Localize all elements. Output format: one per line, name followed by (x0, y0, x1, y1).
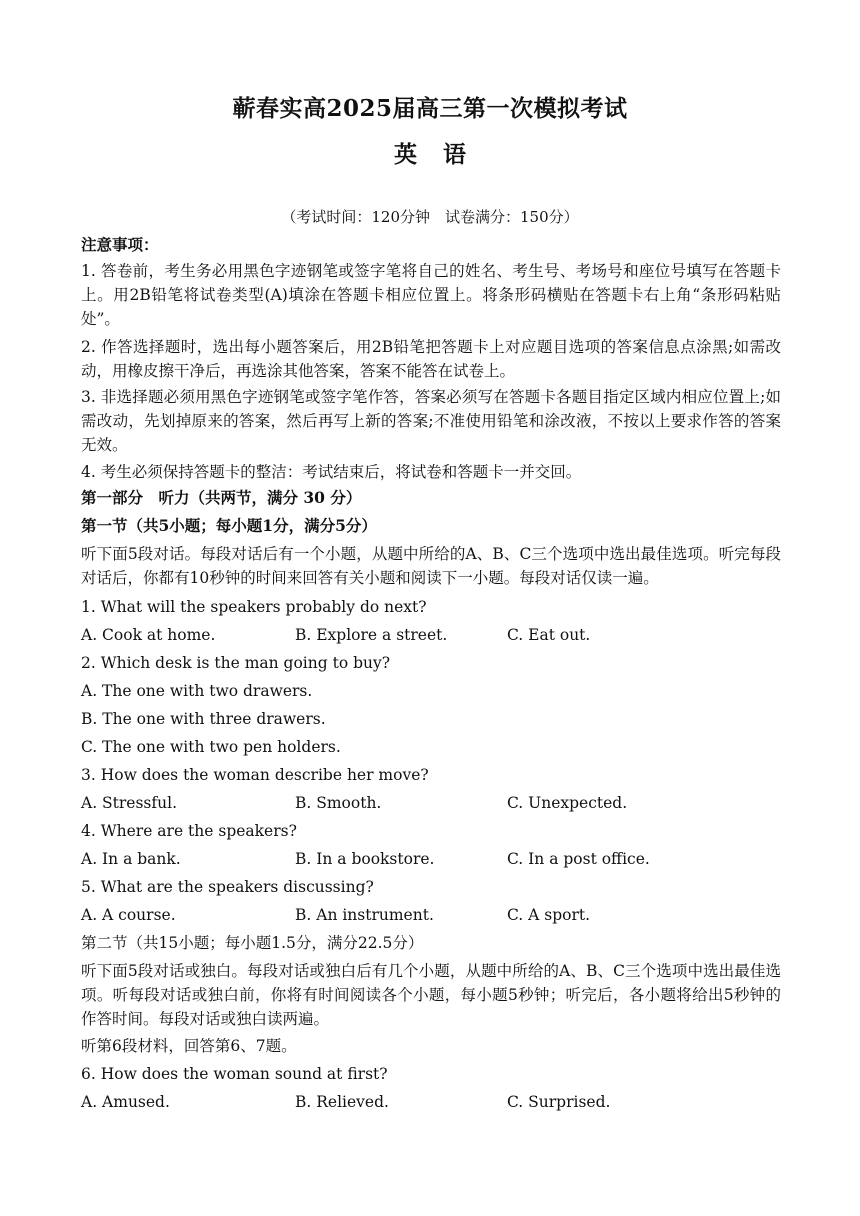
q4-option-c: C. In a post office. (507, 850, 650, 868)
part1-heading: 第一部分 听力（共两节，满分 30 分） (81, 488, 362, 507)
q6-option-c: C. Surprised. (507, 1093, 611, 1111)
notice-item-4: 4. 考生必须保持答题卡的整洁：考试结束后，将试卷和答题卡一并交回。 (81, 463, 582, 481)
question-6: 6. How does the woman sound at first? (81, 1065, 388, 1083)
question-4: 4. Where are the speakers? (81, 822, 297, 840)
q3-option-a: A. Stressful. (81, 794, 177, 812)
section2-heading: 第二节（共15小题；每小题1.5分，满分22.5分） (81, 934, 424, 952)
section1-heading: 第一节（共5小题；每小题1分，满分5分） (81, 516, 377, 535)
q1-option-c: C. Eat out. (507, 626, 591, 644)
q5-option-a: A. A course. (81, 906, 176, 924)
notice-item-2: 2. 作答选择题时，选出每小题答案后，用2B铅笔把答题卡上对应题目选项的答案信息点涂黑;如需改动，用橡皮擦干净后，再选涂其他答案，答案不能答在试卷上。 (81, 338, 781, 380)
q6-option-a: A. Amused. (81, 1093, 170, 1111)
q2-option-a: A. The one with two drawers. (81, 682, 313, 700)
q3-option-c: C. Unexpected. (507, 794, 628, 812)
notice-item-1: 1. 答卷前，考生务必用黑色字迹钢笔或签字笔将自己的姓名、考生号、考场号和座位号填写在答题卡上。用2B铅笔将试卷类型(A)填涂在答题卡相应位置上。将条形码横贴在答题卡右上角“条形码粘贴处”。 (81, 262, 781, 328)
notice-item-3: 3. 非选择题必须用黑色字迹钢笔或签字笔作答，答案必须写在答题卡各题目指定区域内相应位置上;如需改动，先划掉原来的答案，然后再写上新的答案;不准使用铅笔和涂改液，不按以上要求作答的答案无效。 (81, 388, 781, 454)
q2-option-b: B. The one with three drawers. (81, 710, 326, 728)
q6-option-b: B. Relieved. (295, 1093, 389, 1111)
question-3: 3. How does the woman describe her move? (81, 766, 429, 784)
q5-option-b: B. An instrument. (295, 906, 434, 924)
q1-option-a: A. Cook at home. (81, 626, 216, 644)
material-note: 听第6段材料，回答第6、7题。 (81, 1037, 297, 1055)
q4-option-b: B. In a bookstore. (295, 850, 435, 868)
question-2: 2. Which desk is the man going to buy? (81, 654, 391, 672)
question-1: 1. What will the speakers probably do next? (81, 598, 427, 616)
section1-instructions: 听下面5段对话。每段对话后有一个小题，从题中所给的A、B、C三个选项中选出最佳选项。听完每段对话后，你都有10秒钟的时间来回答有关小题和阅读下一小题。每段对话仅读一遍。 (81, 545, 781, 587)
q3-option-b: B. Smooth. (295, 794, 382, 812)
notice-heading: 注意事项： (81, 235, 159, 254)
q2-option-c: C. The one with two pen holders. (81, 738, 341, 756)
q1-option-b: B. Explore a street. (295, 626, 448, 644)
question-5: 5. What are the speakers discussing? (81, 878, 374, 896)
section2-instructions: 听下面5段对话或独白。每段对话或独白后有几个小题，从题中所给的A、B、C三个选项中选出最佳选项。听每段对话或独白前，你将有时间阅读各个小题，每小题5秒钟；听完后，各小题将给出5秒钟的作答时间。每段对话或独白读两遍。 (81, 962, 781, 1028)
exam-info: （考试时间：120分钟 试卷满分：150分） (281, 208, 579, 226)
subject-title: 英语 (394, 141, 492, 168)
q4-option-a: A. In a bank. (81, 850, 181, 868)
q5-option-c: C. A sport. (507, 906, 591, 924)
exam-title: 蕲春实高2025届高三第一次模拟考试 (232, 95, 628, 122)
